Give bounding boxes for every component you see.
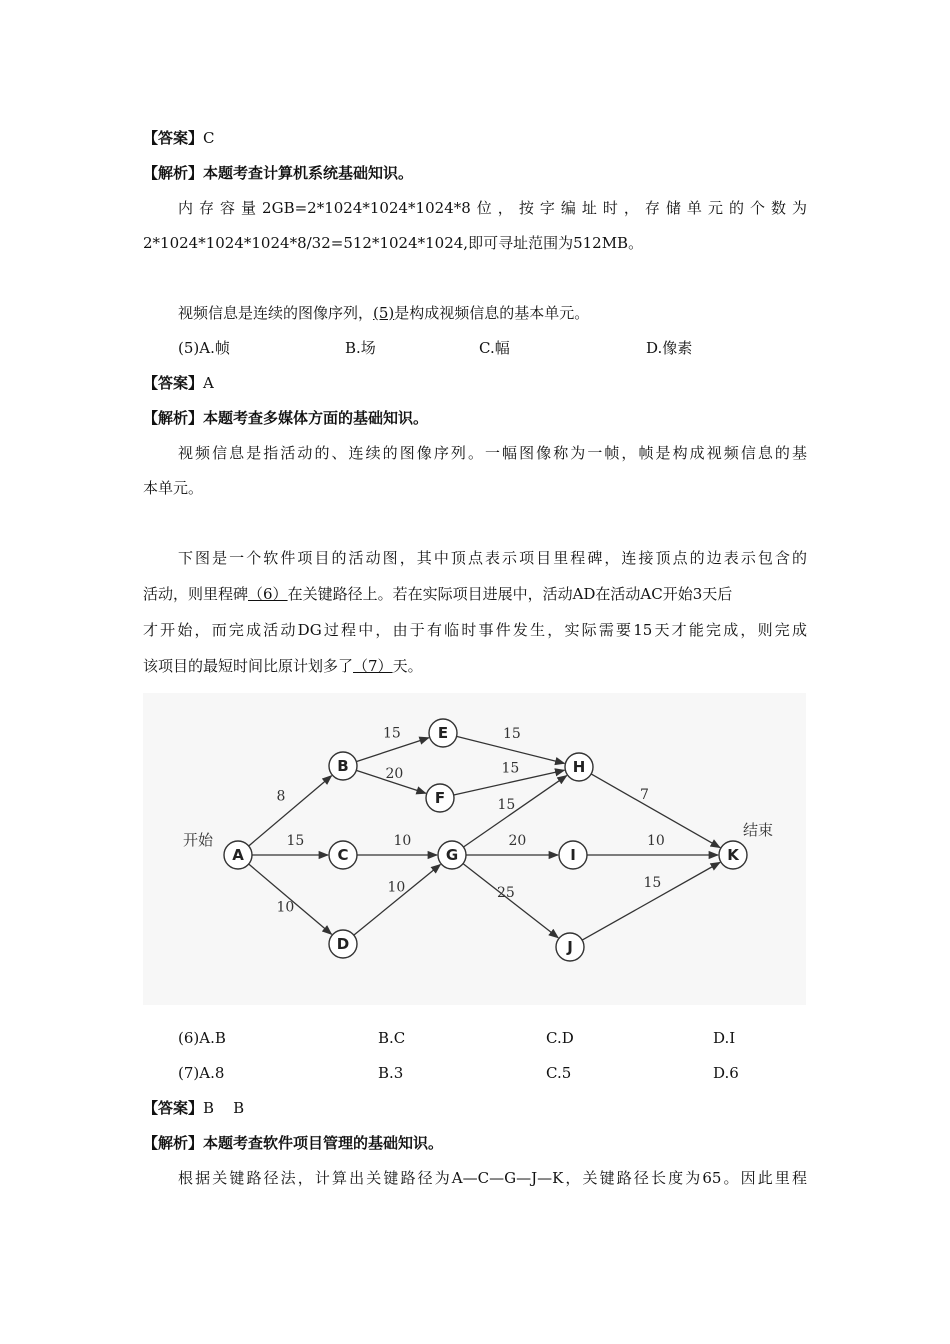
option-a: (7)A.8 xyxy=(178,1064,225,1082)
activity-network-svg xyxy=(143,693,806,1005)
answer-line xyxy=(143,1098,807,1118)
option-a: (5)A.帧 xyxy=(178,339,230,357)
question-stem xyxy=(143,656,807,676)
analysis-tag: 【解析】 xyxy=(143,164,204,182)
question-stem: 下图是一个软件项目的活动图，其中顶点表示项目里程碑，连接顶点的边表示包含的 xyxy=(178,549,807,567)
edge-weight-a-b: 8 xyxy=(276,788,286,805)
stem-text: 视频信息是连续的图像序列， xyxy=(178,304,374,322)
stem-text: 活动，则里程碑 xyxy=(143,585,249,603)
edge-weight-h-k: 7 xyxy=(640,787,649,803)
question-stem xyxy=(143,584,807,604)
edge-weight-d-g: 10 xyxy=(387,879,406,896)
analysis-tag: 【解析】 xyxy=(143,409,204,427)
edge-weight-a-c: 15 xyxy=(286,833,305,849)
analysis-tag: 【解析】 xyxy=(143,1134,204,1152)
option-d: D.像素 xyxy=(646,339,693,357)
stem-text: 在关键路径上。若在实际项目进展中，活动AD在活动AC开始3天后 xyxy=(287,585,733,603)
analysis-text: 内存容量2GB=2*1024*1024*1024*8位，按字编址时，存储单元的个数为 xyxy=(178,199,807,217)
milestone-label: E xyxy=(437,724,449,742)
analysis-text: 根据关键路径法，计算出关键路径为A—C—G—J—K，关键路径长度为65。因此里程 xyxy=(178,1169,807,1187)
analysis-title: 本题考查软件项目管理的基础知识。 xyxy=(203,1134,444,1152)
edge-weight-g-h: 15 xyxy=(497,797,516,813)
edge-weight-a-d: 10 xyxy=(276,899,295,916)
milestone-node-g xyxy=(438,841,466,869)
milestone-label: B xyxy=(337,757,349,775)
analysis-title: 本题考查多媒体方面的基础知识。 xyxy=(203,409,429,427)
blank-7: （7） xyxy=(353,657,393,675)
analysis-text: 视频信息是指活动的、连续的图像序列。一幅图像称为一帧，帧是构成视频信息的基 xyxy=(178,444,807,462)
option-b: B.C xyxy=(378,1029,406,1047)
milestone-node-j xyxy=(556,933,584,961)
milestone-label: A xyxy=(232,846,244,864)
answer-value: C xyxy=(203,129,215,147)
answer-tag: 【答案】 xyxy=(143,129,204,147)
milestone-node-k xyxy=(719,841,747,869)
blank-6: （6） xyxy=(248,585,288,603)
milestone-node-c xyxy=(329,841,357,869)
stem-text: 该项目的最短时间比原计划多了 xyxy=(143,657,354,675)
option-b: B.3 xyxy=(378,1064,404,1082)
edge-weight-f-h: 15 xyxy=(501,760,520,777)
edge-weight-i-k: 10 xyxy=(647,833,665,849)
question-stem: 才开始，而完成活动DG过程中，由于有临时事件发生，实际需要15天才能完成，则完成 xyxy=(143,621,807,639)
option-d: D.6 xyxy=(713,1064,739,1082)
edge-weight-j-k: 15 xyxy=(643,875,662,891)
answer-value: B B xyxy=(203,1099,245,1117)
milestone-label: F xyxy=(434,789,446,807)
activity-network-diagram xyxy=(143,693,806,1005)
answer-value: A xyxy=(203,374,214,392)
option-b: B.场 xyxy=(345,339,376,357)
analysis-title: 本题考查计算机系统基础知识。 xyxy=(203,164,414,182)
analysis-text: 2*1024*1024*1024*8/32=512*1024*1024,即可寻址范围为512MB。 xyxy=(143,234,644,252)
edge-d-g xyxy=(354,864,441,935)
stem-text: 天。 xyxy=(392,657,423,675)
milestone-label: D xyxy=(336,935,350,953)
edge-weight-b-e: 15 xyxy=(383,725,401,742)
milestone-node-e xyxy=(429,719,457,747)
stem-text: 是构成视频信息的基本单元。 xyxy=(394,304,590,322)
milestone-label: C xyxy=(337,846,349,864)
milestone-node-a xyxy=(224,841,252,869)
option-d: D.I xyxy=(713,1029,736,1047)
edge-weight-c-g: 10 xyxy=(393,833,412,849)
milestone-label: K xyxy=(727,846,739,864)
milestone-node-d xyxy=(329,930,357,958)
analysis-heading xyxy=(143,163,807,183)
edge-weight-b-f: 20 xyxy=(385,766,404,782)
milestone-label: I xyxy=(570,846,576,864)
question-stem xyxy=(178,303,807,323)
option-c: C.5 xyxy=(546,1064,572,1082)
answer-line xyxy=(143,373,807,393)
edge-weight-g-j: 25 xyxy=(497,885,515,901)
milestone-label: J xyxy=(567,938,573,956)
option-c: C.幅 xyxy=(479,339,510,357)
blank-5: (5) xyxy=(373,304,395,322)
analysis-text: 本单元。 xyxy=(143,479,204,497)
milestone-label: H xyxy=(572,758,586,776)
start-label: 开始 xyxy=(183,831,214,849)
milestone-node-b xyxy=(329,752,357,780)
answer-line xyxy=(143,128,807,148)
option-c: C.D xyxy=(546,1029,574,1047)
answer-tag: 【答案】 xyxy=(143,1099,204,1117)
analysis-heading xyxy=(143,1133,807,1153)
answer-tag: 【答案】 xyxy=(143,374,204,392)
milestone-label: G xyxy=(445,846,459,864)
edge-weight-e-h: 15 xyxy=(503,726,521,742)
milestone-node-f xyxy=(426,784,454,812)
milestone-node-i xyxy=(559,841,587,869)
edge-weight-g-i: 20 xyxy=(508,833,527,849)
milestone-node-h xyxy=(565,753,593,781)
option-a: (6)A.B xyxy=(178,1029,226,1047)
end-label: 结束 xyxy=(743,821,774,839)
analysis-heading xyxy=(143,408,807,428)
